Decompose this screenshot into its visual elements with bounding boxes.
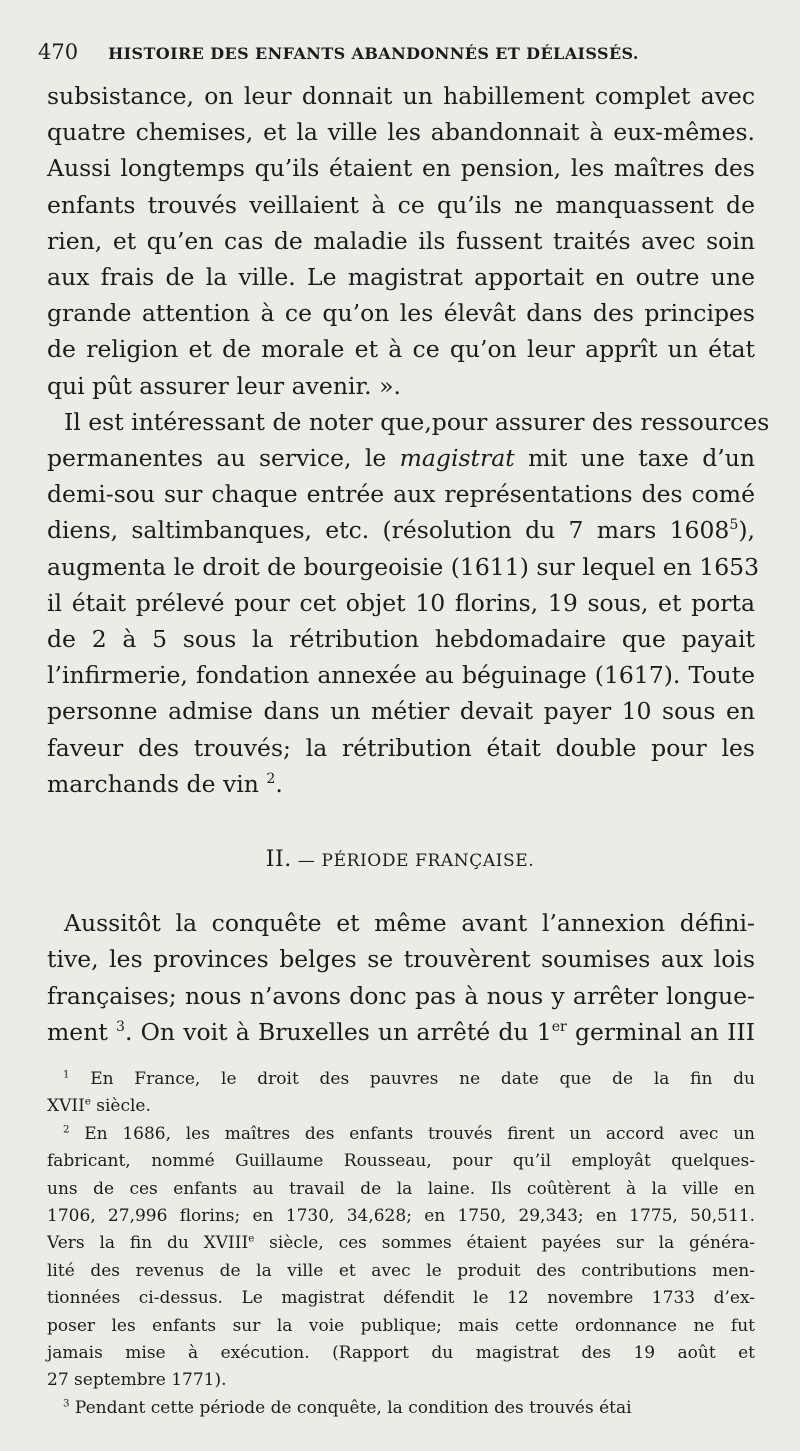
footnotes	[47, 1066, 755, 1422]
text-line: jamais mise à exécution. (Rapport du magistrat des 19 août et	[47, 1343, 755, 1364]
text-line: quatre chemises, et la ville les abandonnait à eux-mêmes.	[47, 118, 755, 147]
text-line: aux frais de la ville. Le magistrat apportait en outre une	[47, 263, 755, 292]
section-title: — PÉRIODE FRANÇAISE.	[297, 851, 535, 871]
footnote-text: siècle, ces sommes étaient payées sur la généra-	[254, 1233, 756, 1254]
main-text	[47, 78, 770, 802]
running-header	[38, 40, 760, 64]
section-number: II.	[265, 847, 292, 872]
footnote-2	[47, 1121, 755, 1148]
footnote-text: XVII	[47, 1096, 85, 1117]
text-line: tive, les provinces belges se trouvèrent soumises aux lois	[47, 945, 755, 974]
footnote-ref: 5	[729, 517, 739, 534]
text-run: ment	[47, 1017, 108, 1046]
text-line: rien, et qu’en cas de maladie ils fussent traités avec soin	[47, 226, 755, 255]
text-line: 27 septembre 1771).	[47, 1370, 227, 1391]
text-run: diens, saltimbanques, etc. (résolution du 7 mars 1608	[47, 516, 730, 545]
text-line: Aussi longtemps qu’ils étaient en pension, les maîtres des	[47, 154, 755, 183]
text-line: demi-sou sur chaque entrée aux représentations des comé	[47, 480, 755, 509]
text-run: . On voit à Bruxelles un arrêté du 1	[124, 1017, 552, 1046]
text-run: Il est intéressant de noter que,pour assurer des ressources	[64, 407, 770, 436]
footnote-ref: 2	[266, 771, 276, 788]
text-run: .	[275, 769, 283, 798]
footnote-mark: 1	[63, 1069, 70, 1081]
footnote-mark: 2	[63, 1124, 70, 1136]
footnote-text: En 1686, les maîtres des enfants trouvés firent un accord avec un	[84, 1123, 756, 1144]
text-line: françaises; nous n’avons donc pas à nous y arrêter longue-	[47, 981, 755, 1010]
footnote-mark: 3	[63, 1398, 70, 1410]
text-line: qui pût assurer leur avenir. ».	[47, 371, 401, 400]
footnote-text: Pendant cette période de conquête, la condition des trouvés étai	[74, 1397, 632, 1418]
text-line: 1706, 27,996 florins; en 1730, 34,628; en 1750, 29,343; en 1775, 50,511.	[47, 1206, 755, 1227]
text-line: tionnées ci-dessus. Le magistrat défendit le 12 novembre 1733 d’ex-	[47, 1288, 755, 1309]
footnote-3	[47, 1395, 755, 1422]
text-run: ),	[738, 516, 755, 545]
text-line: il était prélevé pour cet objet 10 florins, 19 sous, et porta	[47, 588, 755, 617]
text-line	[47, 766, 755, 802]
text-line	[47, 440, 755, 476]
text-run: mit une taxe d’un	[528, 444, 755, 473]
text-run: marchands de vin	[47, 769, 259, 798]
superscript: e	[84, 1096, 91, 1108]
italic-term: magistrat	[399, 444, 515, 473]
running-title: HISTOIRE DES ENFANTS ABANDONNÉS ET DÉLAISSÉS.	[108, 44, 639, 63]
text-line: grande attention à ce qu’on les élevât dans des principes	[47, 299, 755, 328]
text-line: fabricant, nommé Guillaume Rousseau, pour qu’il employât quelques-	[47, 1151, 755, 1172]
footnote-1	[47, 1066, 755, 1093]
footnote-ref: 3	[115, 1019, 125, 1036]
footnote-text: Vers la fin du XVIII	[47, 1233, 249, 1254]
text-line	[47, 404, 770, 440]
text-line: uns de ces enfants au travail de la laine. Ils coûtèrent à la ville en	[47, 1178, 755, 1199]
text-line: de 2 à 5 sous la rétribution hebdomadaire que payait	[47, 625, 755, 654]
text-line	[47, 512, 755, 548]
text-run: permanentes au service, le	[47, 444, 387, 473]
superscript: e	[248, 1233, 255, 1245]
text-line: lité des revenus de la ville et avec le produit des contributions men-	[47, 1260, 755, 1281]
text-line: augmenta le droit de bourgeoisie (1611) sur lequel en 1653	[47, 552, 760, 581]
text-line: l’infirmerie, fondation annexée au béguinage (1617). Toute	[47, 661, 755, 690]
footnote-text: En France, le droit des pauvres ne date que de la fin du	[90, 1069, 755, 1089]
text-line: de religion et de morale et à ce qu’on leur apprît un état	[47, 335, 755, 364]
text-line	[47, 1014, 755, 1050]
section-text	[47, 905, 755, 1050]
text-line	[47, 1230, 755, 1257]
section-heading	[0, 847, 800, 872]
text-line: Aussitôt la conquête et même avant l’annexion défini-	[64, 909, 755, 937]
footnote-text: siècle.	[90, 1096, 151, 1117]
text-line	[47, 1093, 755, 1120]
text-line: personne admise dans un métier devait payer 10 sous en	[47, 697, 755, 726]
text-run: germinal an III	[566, 1017, 755, 1046]
text-line: enfants trouvés veillaient à ce qu’ils ne manquassent de	[47, 190, 755, 219]
text-line: subsistance, on leur donnait un habillement complet avec	[47, 82, 755, 110]
superscript: er	[551, 1019, 567, 1036]
page-number: 470	[38, 40, 79, 64]
text-line: faveur des trouvés; la rétribution était double pour les	[47, 733, 755, 762]
text-line: poser les enfants sur la voie publique; mais cette ordonnance ne fut	[47, 1315, 755, 1336]
